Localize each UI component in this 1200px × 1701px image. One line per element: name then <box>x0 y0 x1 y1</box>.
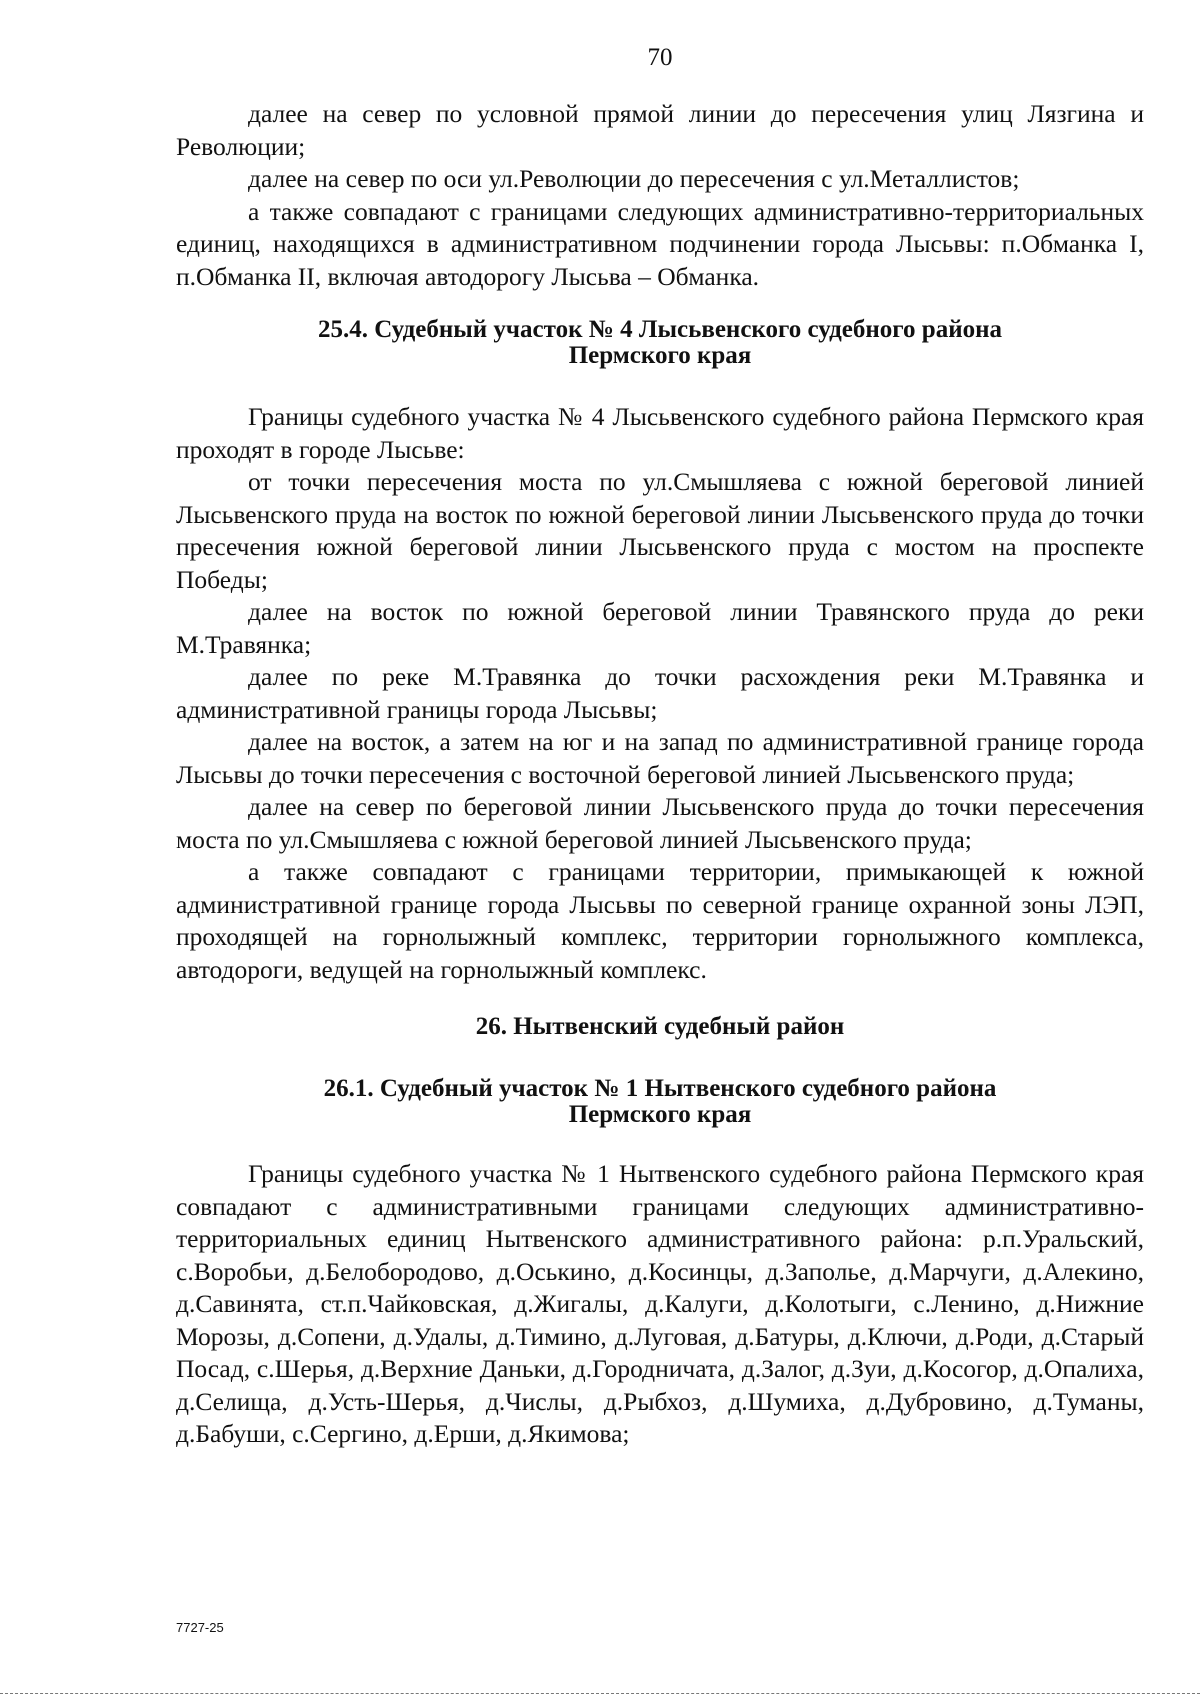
paragraph: далее на север по оси ул.Революции до пересечения с ул.Металлистов; <box>248 164 1020 193</box>
paragraph: далее по реке М.Травянка до точки расхождения реки М.Травянка и административной границы города Лысьвы; <box>176 662 1144 724</box>
section-26-heading <box>176 1014 1144 1040</box>
paragraph: от точки пересечения моста по ул.Смышляева с южной береговой линией Лысьвенского пруда на восток по южной береговой линии Лысьвенского пруда до точки пресечения южной береговой линии Лысьвенского пруда с мостом на проспекте Победы; <box>176 467 1144 594</box>
paragraph: Границы судебного участка № 1 Нытвенского судебного района Пермского края совпадают с административными границами следующих административно-территориальных единиц Нытвенского административного района: р.п.Уральский, с.Воробьи, д.Белобородово, д.Оськино, д.Косинцы, д.Заполье, д.Марчуги, д.Алекино, д.Савинята, ст.п.Чайковская, д.Жигалы, д.Калуги, д.Колотыги, с.Ленино, д.Нижние Морозы, д.Сопени, д.Удалы, д.Тимино, д.Луговая, д.Батуры, д.Ключи, д.Роди, д.Старый Посад, с.Шерья, д.Верхние Даньки, д.Городничата, д.Залог, д.Зуи, д.Косогор, д.Опалиха, д.Селища, д.Усть-Шерья, д.Числы, д.Рыбхоз, д.Шумиха, д.Дубровино, д.Туманы, д.Бабуши, с.Сергино, д.Ерши, д.Якимова; <box>176 1159 1144 1448</box>
section-25-4-heading <box>176 317 1144 369</box>
paragraph: далее на север по условной прямой линии до пересечения улиц Лязгина и Революции; <box>176 99 1144 161</box>
heading-line: 25.4. Судебный участок № 4 Лысьвенского судебного района <box>318 316 1002 343</box>
paragraph: Границы судебного участка № 4 Лысьвенского судебного района Пермского края проходят в городе Лысьве: <box>176 402 1144 464</box>
page-number: 70 <box>647 44 673 71</box>
heading-line: 26.1. Судебный участок № 1 Нытвенского судебного района <box>323 1075 997 1102</box>
section-26-1-heading <box>176 1076 1144 1128</box>
heading-line: 26. Нытвенский судебный район <box>475 1013 845 1040</box>
document-code: 7727-25 <box>176 1620 224 1635</box>
heading-line: Пермского края <box>568 342 752 369</box>
document-body <box>176 98 1144 1451</box>
paragraph: а также совпадают с границами территории, примыкающей к южной административной границе города Лысьвы по северной границе охранной зоны ЛЭП, проходящей на горнолыжный комплекс, территории горнолыжного комплекса, автодороги, ведущей на горнолыжный комплекс. <box>176 857 1144 984</box>
paragraph: а также совпадают с границами следующих административно-территориальных единиц, находящихся в административном подчинении города Лысьвы: п.Обманка I, п.Обманка II, включая автодорогу Лысьва – Обманка. <box>176 196 1144 291</box>
paragraph: далее на восток по южной береговой линии Травянского пруда до реки М.Травянка; <box>176 597 1144 659</box>
scan-edge-divider <box>0 1693 1200 1695</box>
paragraph: далее на восток, а затем на юг и на запад по административной границе города Лысьвы до точки пересечения с восточной береговой линией Лысьвенского пруда; <box>176 727 1144 789</box>
heading-line: Пермского края <box>568 1101 752 1128</box>
paragraph: далее на север по береговой линии Лысьвенского пруда до точки пересечения моста по ул.Смышляева с южной береговой линией Лысьвенского пруда; <box>176 792 1144 854</box>
